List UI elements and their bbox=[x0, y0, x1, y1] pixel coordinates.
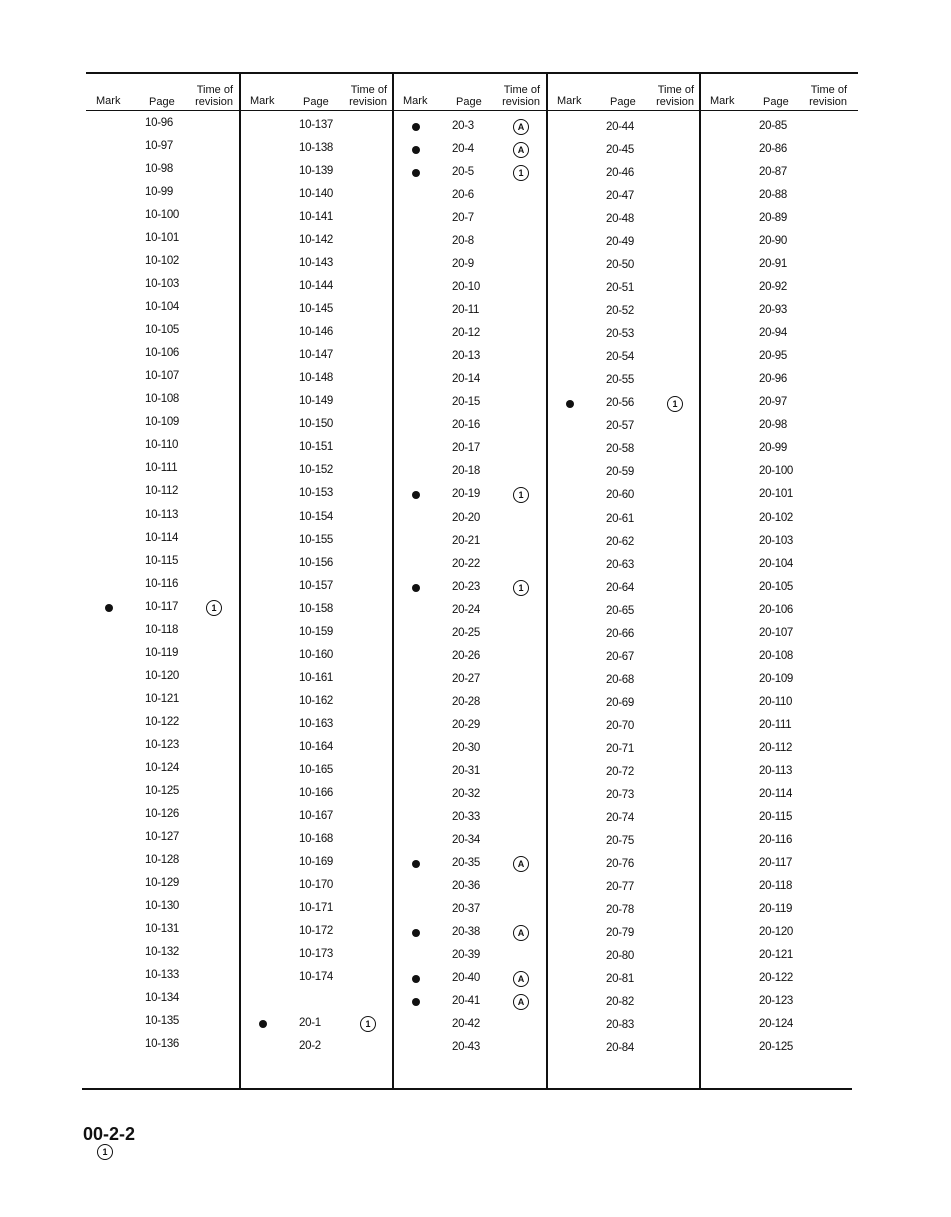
page-entry: 10-133 bbox=[145, 969, 180, 982]
page-entry: 20-2 bbox=[299, 1040, 321, 1053]
page-entry: 10-165 bbox=[299, 763, 334, 776]
page-entry: 10-102 bbox=[145, 255, 180, 268]
page-entry: 20-78 bbox=[606, 904, 634, 917]
page-entry: 20-69 bbox=[606, 696, 634, 709]
page-entry: 10-108 bbox=[145, 393, 180, 406]
page-entry: 10-159 bbox=[299, 625, 334, 638]
page-entry: 20-108 bbox=[759, 649, 794, 662]
top-rule bbox=[86, 72, 858, 74]
page-entry: 20-6 bbox=[452, 189, 474, 202]
page-entry: 10-142 bbox=[299, 234, 334, 247]
page-entry: 20-34 bbox=[452, 833, 480, 846]
header-mark: Mark bbox=[96, 95, 121, 107]
page-entry: 20-123 bbox=[759, 995, 794, 1008]
page-entry: 20-120 bbox=[759, 926, 794, 939]
revision-mark-dot bbox=[412, 169, 420, 177]
page-entry: 10-139 bbox=[299, 165, 334, 178]
page-entry: 10-163 bbox=[299, 717, 334, 730]
page-entry: 20-26 bbox=[452, 649, 480, 662]
page-entry: 20-68 bbox=[606, 673, 634, 686]
page-entry: 20-32 bbox=[452, 787, 480, 800]
page-entry: 10-144 bbox=[299, 280, 334, 293]
page-entry: 10-164 bbox=[299, 740, 334, 753]
page-entry: 20-50 bbox=[606, 259, 634, 272]
revision-mark-dot bbox=[259, 1020, 267, 1028]
page-entry: 20-105 bbox=[759, 580, 794, 593]
header-page: Page bbox=[763, 96, 789, 108]
page-entry: 10-117 bbox=[145, 600, 179, 613]
page-entry: 20-18 bbox=[452, 465, 480, 478]
page-entry: 20-76 bbox=[606, 857, 634, 870]
header-page: Page bbox=[303, 96, 329, 108]
page-entry: 10-131 bbox=[145, 923, 180, 936]
page-entry: 20-1 bbox=[299, 1017, 321, 1030]
column-divider bbox=[239, 72, 241, 1090]
revision-symbol: A bbox=[513, 925, 529, 941]
page-entry: 10-134 bbox=[145, 992, 180, 1005]
column-divider bbox=[546, 72, 548, 1090]
header-revision: revision bbox=[656, 96, 694, 108]
page-entry: 20-8 bbox=[452, 235, 474, 248]
page-entry: 20-112 bbox=[759, 741, 793, 754]
page-entry: 10-127 bbox=[145, 830, 180, 843]
page-entry: 20-20 bbox=[452, 511, 480, 524]
page-entry: 20-62 bbox=[606, 535, 634, 548]
page-entry: 20-15 bbox=[452, 396, 480, 409]
page-entry: 10-116 bbox=[145, 577, 179, 590]
page-entry: 20-73 bbox=[606, 788, 634, 801]
page-entry: 10-156 bbox=[299, 556, 334, 569]
page-entry: 10-125 bbox=[145, 784, 180, 797]
page-entry: 10-122 bbox=[145, 715, 180, 728]
header-page: Page bbox=[610, 96, 636, 108]
page-entry: 10-141 bbox=[299, 211, 334, 224]
page-entry: 20-75 bbox=[606, 834, 634, 847]
page-entry: 20-66 bbox=[606, 627, 634, 640]
revision-symbol: A bbox=[513, 119, 529, 135]
page-entry: 10-167 bbox=[299, 809, 334, 822]
page-entry: 20-64 bbox=[606, 581, 634, 594]
page-entry: 10-146 bbox=[299, 326, 334, 339]
page-entry: 20-121 bbox=[759, 949, 794, 962]
page-entry: 20-86 bbox=[759, 143, 787, 156]
page-entry: 20-101 bbox=[759, 488, 794, 501]
header-time-of: Time of bbox=[503, 84, 540, 96]
page-entry: 20-40 bbox=[452, 972, 480, 985]
page-entry: 20-4 bbox=[452, 143, 474, 156]
page-entry: 10-113 bbox=[145, 508, 179, 521]
page-entry: 20-39 bbox=[452, 949, 480, 962]
page-entry: 10-129 bbox=[145, 876, 180, 889]
revision-symbol: 1 bbox=[360, 1016, 376, 1032]
header-time-of: Time of bbox=[350, 84, 387, 96]
header-mark: Mark bbox=[710, 95, 735, 107]
page-entry: 20-23 bbox=[452, 580, 480, 593]
page-entry: 20-85 bbox=[759, 120, 787, 132]
page-entry: 20-115 bbox=[759, 810, 793, 823]
page-entry: 20-49 bbox=[606, 236, 634, 249]
page-entry: 10-136 bbox=[145, 1038, 180, 1051]
page-entry: 20-22 bbox=[452, 557, 480, 570]
revision-symbol: A bbox=[513, 971, 529, 987]
page-entry: 10-128 bbox=[145, 853, 180, 866]
page-entry: 20-12 bbox=[452, 327, 480, 340]
page-entry: 20-27 bbox=[452, 672, 480, 685]
page-entry: 20-88 bbox=[759, 189, 787, 202]
page-entry: 10-132 bbox=[145, 946, 180, 959]
page-entry: 20-24 bbox=[452, 603, 480, 616]
page-entry: 20-95 bbox=[759, 350, 787, 363]
page-entry: 10-137 bbox=[299, 119, 334, 131]
page-entry: 10-158 bbox=[299, 602, 334, 615]
page-entry: 10-99 bbox=[145, 186, 173, 199]
revision-mark-dot bbox=[412, 860, 420, 868]
page-entry: 20-45 bbox=[606, 144, 634, 157]
revision-mark-dot bbox=[412, 584, 420, 592]
header-time-of: Time of bbox=[657, 84, 694, 96]
page-entry: 20-97 bbox=[759, 396, 787, 409]
page-entry: 20-96 bbox=[759, 373, 787, 386]
page-entry: 20-43 bbox=[452, 1041, 480, 1054]
page-entry: 10-124 bbox=[145, 761, 180, 774]
page-entry: 20-42 bbox=[452, 1018, 480, 1031]
page-entry: 10-145 bbox=[299, 303, 334, 316]
page-entry: 20-37 bbox=[452, 903, 480, 916]
page-entry: 20-44 bbox=[606, 121, 634, 133]
footer-page-number: 00-2-2 bbox=[83, 1124, 136, 1144]
page-entry: 20-57 bbox=[606, 420, 634, 433]
page-entry: 20-58 bbox=[606, 443, 634, 456]
page-entry: 20-111 bbox=[759, 718, 792, 731]
page-entry: 20-91 bbox=[759, 258, 787, 271]
page-entry: 20-59 bbox=[606, 466, 634, 479]
page-entry: 20-100 bbox=[759, 465, 794, 478]
header-page: Page bbox=[456, 96, 482, 108]
page-entry: 10-174 bbox=[299, 971, 334, 984]
header-page: Page bbox=[149, 96, 175, 108]
page-entry: 20-81 bbox=[606, 973, 634, 986]
page-entry: 10-107 bbox=[145, 370, 180, 383]
page-entry: 20-17 bbox=[452, 442, 480, 455]
page-entry: 10-168 bbox=[299, 832, 334, 845]
page-entry: 20-102 bbox=[759, 511, 794, 524]
page-entry: 20-117 bbox=[759, 856, 793, 869]
page-entry: 10-143 bbox=[299, 257, 334, 270]
page-entry: 10-169 bbox=[299, 855, 334, 868]
page-entry: 20-19 bbox=[452, 488, 480, 501]
page-entry: 20-30 bbox=[452, 741, 480, 754]
page-entry: 20-13 bbox=[452, 350, 480, 363]
page-entry: 20-11 bbox=[452, 304, 480, 317]
revision-symbol: A bbox=[513, 994, 529, 1010]
revision-symbol: 1 bbox=[206, 600, 222, 616]
page-entry: 20-110 bbox=[759, 695, 793, 708]
page-entry: 20-122 bbox=[759, 972, 794, 985]
header-time-of: Time of bbox=[810, 84, 847, 96]
page-entry: 10-173 bbox=[299, 948, 334, 961]
page-entry: 20-65 bbox=[606, 604, 634, 617]
revision-mark-dot bbox=[105, 604, 113, 612]
page-entry: 10-118 bbox=[145, 623, 179, 636]
page-entry: 10-140 bbox=[299, 188, 334, 201]
page-entry: 10-98 bbox=[145, 163, 173, 176]
page-entry: 20-56 bbox=[606, 397, 634, 410]
footer-revision-symbol: 1 bbox=[97, 1144, 113, 1160]
page-entry: 10-162 bbox=[299, 694, 334, 707]
page-entry: 20-21 bbox=[452, 534, 480, 547]
page-entry: 20-7 bbox=[452, 212, 474, 225]
revision-mark-dot bbox=[412, 929, 420, 937]
page-entry: 20-31 bbox=[452, 764, 480, 777]
page-entry: 20-92 bbox=[759, 281, 787, 294]
page-entry: 20-103 bbox=[759, 534, 794, 547]
page-entry: 10-170 bbox=[299, 878, 334, 891]
page-entry: 20-67 bbox=[606, 650, 634, 663]
column-divider bbox=[699, 72, 701, 1090]
page-entry: 10-123 bbox=[145, 738, 180, 751]
revision-symbol: 1 bbox=[513, 165, 529, 181]
page-entry: 10-166 bbox=[299, 786, 334, 799]
page-entry: 20-98 bbox=[759, 419, 787, 432]
page-entry: 20-9 bbox=[452, 258, 474, 271]
page-entry: 20-124 bbox=[759, 1018, 794, 1031]
bottom-rule bbox=[82, 1088, 852, 1090]
page-entry: 20-35 bbox=[452, 856, 480, 869]
page-entry: 10-155 bbox=[299, 533, 334, 546]
page-entry: 20-46 bbox=[606, 167, 634, 180]
page-entry: 10-100 bbox=[145, 209, 180, 222]
header-revision: revision bbox=[502, 96, 540, 108]
page-entry: 20-113 bbox=[759, 764, 793, 777]
page-entry: 20-106 bbox=[759, 603, 794, 616]
revision-symbol: A bbox=[513, 142, 529, 158]
page-entry: 20-51 bbox=[606, 282, 634, 295]
revision-mark-dot bbox=[412, 146, 420, 154]
page-entry: 10-121 bbox=[145, 692, 180, 705]
page-entry: 20-36 bbox=[452, 879, 480, 892]
page-entry: 20-107 bbox=[759, 626, 794, 639]
revision-symbol: 1 bbox=[513, 580, 529, 596]
page-entry: 20-47 bbox=[606, 190, 634, 203]
page-entry: 10-114 bbox=[145, 531, 179, 544]
page-entry: 10-153 bbox=[299, 487, 334, 500]
page-entry: 10-119 bbox=[145, 646, 179, 659]
header-revision: revision bbox=[809, 96, 847, 108]
page-entry: 10-138 bbox=[299, 142, 334, 155]
page-entry: 10-157 bbox=[299, 579, 334, 592]
revision-symbol: 1 bbox=[667, 396, 683, 412]
page-entry: 20-3 bbox=[452, 120, 474, 132]
page-entry: 10-150 bbox=[299, 418, 334, 431]
page-entry: 20-5 bbox=[452, 166, 474, 179]
page-entry: 20-82 bbox=[606, 996, 634, 1009]
page-entry: 20-25 bbox=[452, 626, 480, 639]
page-entry: 20-119 bbox=[759, 903, 793, 916]
page-entry: 10-110 bbox=[145, 439, 179, 452]
page-entry: 20-53 bbox=[606, 328, 634, 341]
revision-mark-dot bbox=[566, 400, 574, 408]
page-entry: 20-52 bbox=[606, 305, 634, 318]
header-rule bbox=[86, 110, 858, 111]
page-entry: 20-93 bbox=[759, 304, 787, 317]
page-entry: 20-72 bbox=[606, 765, 634, 778]
page-entry: 20-118 bbox=[759, 879, 793, 892]
page-entry: 20-90 bbox=[759, 235, 787, 248]
page-entry: 20-80 bbox=[606, 950, 634, 963]
page-entry: 20-89 bbox=[759, 212, 787, 225]
page-entry: 20-29 bbox=[452, 718, 480, 731]
page-entry: 20-74 bbox=[606, 811, 634, 824]
page-entry: 10-111 bbox=[145, 462, 178, 475]
page-entry: 20-87 bbox=[759, 166, 787, 179]
page-entry: 10-106 bbox=[145, 347, 180, 360]
page-entry: 10-104 bbox=[145, 301, 180, 314]
page-entry: 20-71 bbox=[606, 742, 634, 755]
header-revision: revision bbox=[195, 96, 233, 108]
page-entry: 10-130 bbox=[145, 900, 180, 913]
page-entry: 20-63 bbox=[606, 558, 634, 571]
page-entry: 20-70 bbox=[606, 719, 634, 732]
header-mark: Mark bbox=[403, 95, 428, 107]
column-divider bbox=[392, 72, 394, 1090]
page-entry: 20-77 bbox=[606, 880, 634, 893]
page-entry: 20-114 bbox=[759, 787, 793, 800]
revision-mark-dot bbox=[412, 123, 420, 131]
revision-symbol: A bbox=[513, 856, 529, 872]
page-entry: 10-135 bbox=[145, 1015, 180, 1028]
page-entry: 10-152 bbox=[299, 464, 334, 477]
page-entry: 10-147 bbox=[299, 349, 334, 362]
page-entry: 10-97 bbox=[145, 140, 173, 153]
page-entry: 20-14 bbox=[452, 373, 480, 386]
page-entry: 10-96 bbox=[145, 117, 173, 129]
page-entry: 10-101 bbox=[145, 232, 180, 245]
header-mark: Mark bbox=[250, 95, 275, 107]
page-entry: 10-120 bbox=[145, 669, 180, 682]
page-entry: 20-125 bbox=[759, 1041, 794, 1054]
header-mark: Mark bbox=[557, 95, 582, 107]
page-entry: 10-160 bbox=[299, 648, 334, 661]
page-entry: 20-33 bbox=[452, 810, 480, 823]
revision-mark-dot bbox=[412, 998, 420, 1006]
page-entry: 10-161 bbox=[299, 671, 334, 684]
page-entry: 20-84 bbox=[606, 1042, 634, 1055]
page-entry: 20-48 bbox=[606, 213, 634, 226]
page-entry: 20-99 bbox=[759, 442, 787, 455]
page-entry: 10-149 bbox=[299, 395, 334, 408]
header-time-of: Time of bbox=[196, 84, 233, 96]
page-entry: 20-109 bbox=[759, 672, 794, 685]
page-entry: 10-171 bbox=[299, 902, 334, 915]
page-entry: 20-54 bbox=[606, 351, 634, 364]
page-entry: 20-79 bbox=[606, 927, 634, 940]
page-entry: 20-41 bbox=[452, 995, 480, 1008]
page-entry: 20-61 bbox=[606, 512, 634, 525]
page-entry: 10-115 bbox=[145, 554, 179, 567]
page-entry: 10-126 bbox=[145, 807, 180, 820]
page-entry: 20-94 bbox=[759, 327, 787, 340]
page-entry: 10-154 bbox=[299, 510, 334, 523]
page-entry: 20-38 bbox=[452, 926, 480, 939]
page-entry: 20-16 bbox=[452, 419, 480, 432]
page-entry: 20-28 bbox=[452, 695, 480, 708]
page-entry: 10-172 bbox=[299, 925, 334, 938]
page-entry: 20-104 bbox=[759, 557, 794, 570]
page-entry: 10-151 bbox=[299, 441, 334, 454]
header-revision: revision bbox=[349, 96, 387, 108]
page-entry: 10-105 bbox=[145, 324, 180, 337]
page-entry: 10-109 bbox=[145, 416, 180, 429]
page-entry: 20-55 bbox=[606, 374, 634, 387]
page-entry: 10-112 bbox=[145, 485, 179, 498]
revision-symbol: 1 bbox=[513, 487, 529, 503]
page-entry: 20-83 bbox=[606, 1019, 634, 1032]
page-entry: 20-116 bbox=[759, 833, 793, 846]
revision-mark-dot bbox=[412, 491, 420, 499]
page-entry: 20-60 bbox=[606, 489, 634, 502]
page-entry: 20-10 bbox=[452, 281, 480, 294]
page-entry: 10-103 bbox=[145, 278, 180, 291]
revision-mark-dot bbox=[412, 975, 420, 983]
page-entry: 10-148 bbox=[299, 372, 334, 385]
